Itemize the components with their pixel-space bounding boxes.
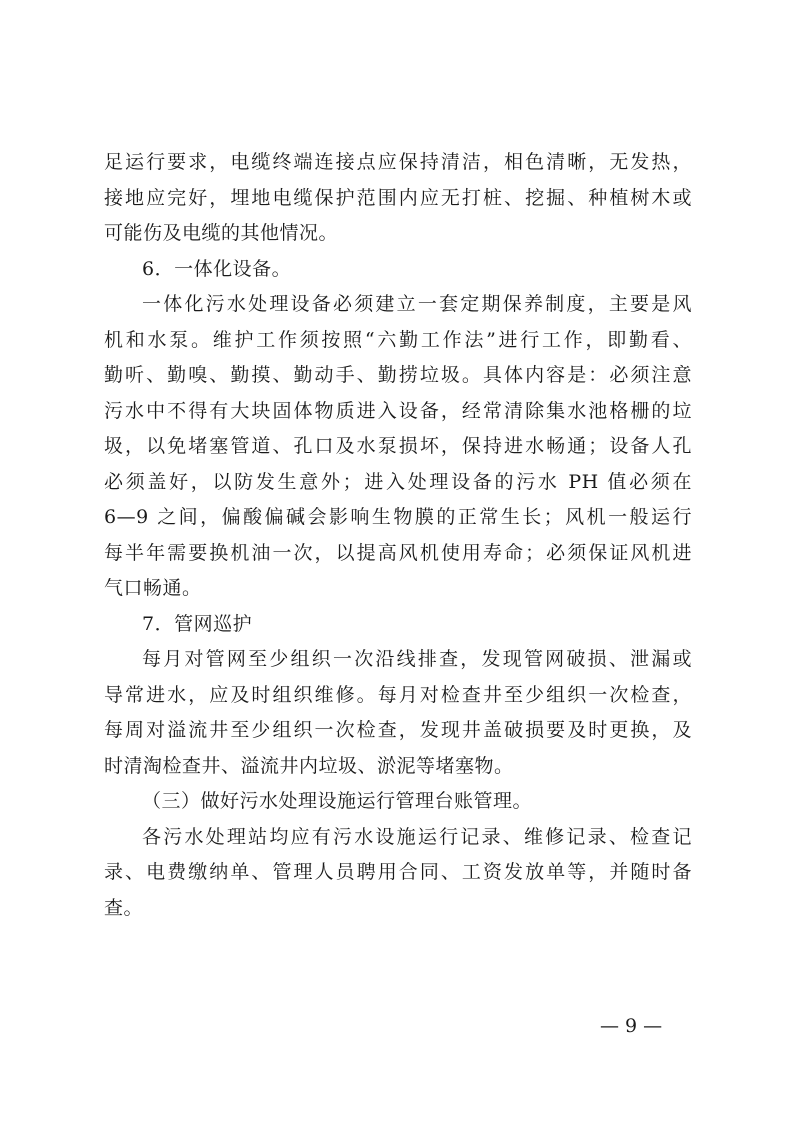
text-line: 机和水泵。维护工作须按照“六勤工作法”进行工作，即勤看、 xyxy=(104,328,692,351)
text-line: 一体化污水处理设备必须建立一套定期保养制度，主要是风 xyxy=(142,293,692,315)
text-line: 每月对管网至少组织一次沿线排查，发现管网破损、泄漏或 xyxy=(142,648,692,670)
text-line: 各污水处理站均应有污水设施运行记录、维修记录、检查记 xyxy=(142,825,692,848)
text-line: 每半年需要换机油一次，以提高风机使用寿命；必须保证风机进 xyxy=(104,541,692,564)
text-line: 时清淘检查井、溢流井内垃圾、淤泥等堵塞物。 xyxy=(104,754,514,777)
text-line: 必须盖好，以防发生意外；进入处理设备的污水 PH 值必须在 xyxy=(104,470,692,493)
section-heading: 6．一体化设备。 xyxy=(142,257,292,280)
section-heading: （三）做好污水处理设施运行管理台账管理。 xyxy=(142,790,533,812)
text-line: 接地应完好，埋地电缆保护范围内应无打桩、挖掘、种植树木或 xyxy=(104,186,692,209)
section-heading: 7．管网巡护 xyxy=(142,612,253,635)
text-line: 查。 xyxy=(104,896,144,919)
text-line: 导常进水，应及时组织维修。每月对检查井至少组织一次检查， xyxy=(104,683,692,706)
text-line: 录、电费缴纳单、管理人员聘用合同、工资发放单等，并随时备 xyxy=(104,861,692,883)
text-line: 勤听、勤嗅、勤摸、勤动手、勤捞垃圾。具体内容是：必须注意 xyxy=(104,364,692,386)
text-line: 6—9 之间，偏酸偏碱会影响生物膜的正常生长；风机一般运行 xyxy=(104,506,692,528)
text-line: 每周对溢流井至少组织一次检查，发现井盖破损要及时更换，及 xyxy=(104,719,692,741)
text-line: 可能伤及电缆的其他情况。 xyxy=(104,222,339,244)
text-line: 气口畅通。 xyxy=(104,577,202,599)
text-line: 污水中不得有大块固体物质进入设备，经常清除集水池格栅的垃 xyxy=(104,399,692,422)
text-line: 足运行要求，电缆终端连接点应保持清洁，相色清晰，无发热， xyxy=(104,151,692,173)
body-text xyxy=(104,145,692,926)
text-line: 圾，以免堵塞管道、孔口及水泵损坏，保持进水畅通；设备人孔 xyxy=(104,435,692,457)
page-number: — 9 — xyxy=(600,1015,663,1037)
